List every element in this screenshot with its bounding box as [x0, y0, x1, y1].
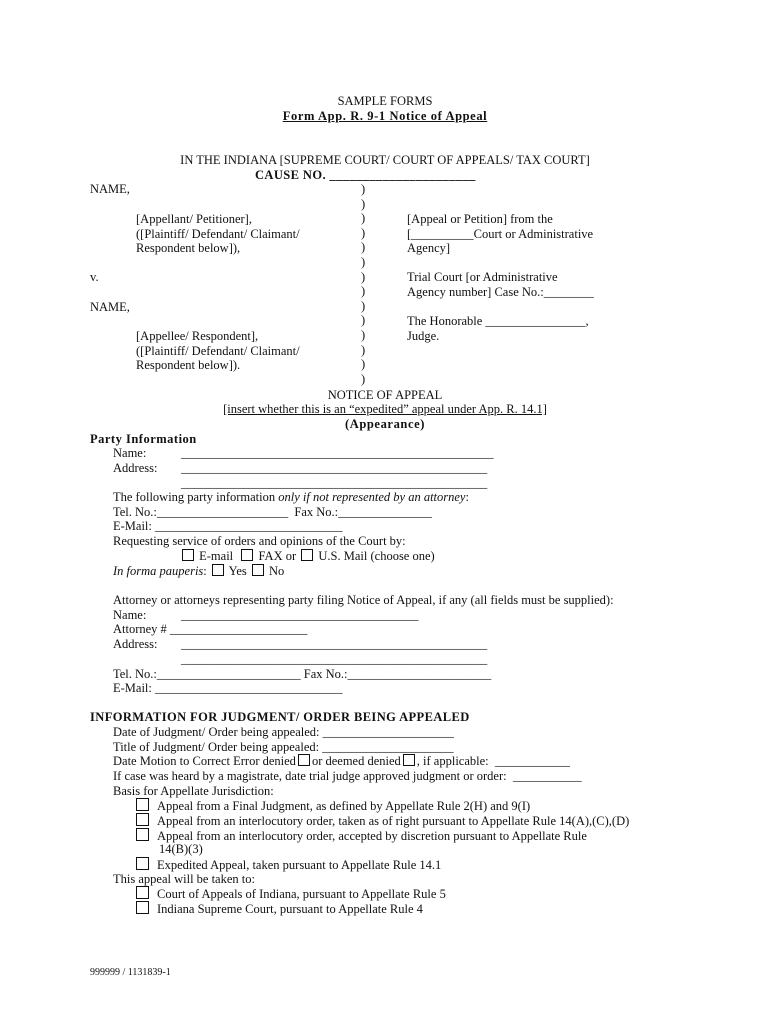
party-address-label: Address: — [113, 461, 158, 475]
destination-supreme-court: Indiana Supreme Court, pursuant to Appellate Rule 4 — [136, 901, 423, 917]
denied-checkbox[interactable] — [298, 754, 310, 766]
party-info-note: The following party information only if not represented by an attorney: — [113, 490, 469, 504]
pauperis-no-checkbox[interactable] — [252, 564, 264, 576]
pauperis-yes-checkbox[interactable] — [212, 564, 224, 576]
jurisdiction-basis: Basis for Appellate Jurisdiction: — [113, 784, 274, 798]
appellant-role-1: [Appellant/ Petitioner], — [136, 212, 252, 226]
judgment-date[interactable]: Date of Judgment/ Order being appealed: _____________________ — [113, 725, 454, 739]
party-info-heading: Party Information — [90, 432, 197, 446]
expedited-checkbox[interactable] — [136, 857, 149, 870]
supreme-court-checkbox[interactable] — [136, 901, 149, 914]
appellant-role-3: Respondent below]), — [136, 241, 241, 255]
deemed-denied-checkbox[interactable] — [403, 754, 415, 766]
magistrate-date[interactable]: If case was heard by a magistrate, date trial judge approved judgment or order: ___________ — [113, 769, 582, 783]
party-tel-fax[interactable]: Tel. No.:_____________________ Fax No.:_______________ — [113, 505, 432, 519]
party-name-field[interactable]: __________________________________________________ — [181, 446, 494, 460]
trial-court-1: Trial Court [or Administrative — [407, 270, 558, 284]
service-options: E-mail FAX or U.S. Mail (choose one) — [180, 549, 435, 564]
mail-checkbox[interactable] — [301, 549, 313, 561]
appellant-name: NAME, — [90, 182, 130, 196]
attorney-address-field-1[interactable]: _________________________________________________ — [181, 637, 488, 651]
versus: v. — [90, 270, 99, 284]
cause-number: CAUSE NO. ______________________ — [255, 168, 476, 182]
basis-option-interlocutory-discretion-cont: 14(B)(3) — [159, 842, 203, 856]
form-title: SAMPLE FORMS — [337, 94, 433, 108]
appellee-name: NAME, — [90, 300, 130, 314]
appellee-role-1: [Appellee/ Respondent], — [136, 329, 259, 343]
caption-divider: ) ) ) ) ) ) ) ) ) ) ) ) ) ) — [361, 182, 366, 386]
honorable-judge-1: The Honorable ________________, — [407, 314, 589, 328]
appeal-from-3: Agency] — [407, 241, 451, 255]
interlocutory-right-checkbox[interactable] — [136, 813, 149, 826]
basis-option-expedited: Expedited Appeal, taken pursuant to Appellate Rule 14.1 — [136, 857, 441, 873]
basis-option-interlocutory-right: Appeal from an interlocutory order, taken as of right pursuant to Appellate Rule 14(A),(C),(D) — [136, 813, 629, 829]
appeal-destination-label: This appeal will be taken to: — [113, 872, 255, 886]
motion-correct-error: Date Motion to Correct Error denied or deemed denied , if applicable: ____________ — [113, 754, 570, 768]
expedited-note: [insert whether this is an “expedited” appeal under App. R. 14.1] — [223, 402, 547, 416]
party-name-label: Name: — [113, 446, 147, 460]
appeal-from-1: [Appeal or Petition] from the — [407, 212, 553, 226]
attorney-address-field-2[interactable]: _________________________________________________ — [181, 652, 488, 666]
attorney-name-label: Name: — [113, 608, 147, 622]
appeal-from-2: [__________Court or Administrative — [407, 227, 594, 241]
appearance-label: (Appearance) — [344, 417, 426, 431]
service-request: Requesting service of orders and opinions of the Court by: — [113, 534, 406, 548]
destination-court-of-appeals: Court of Appeals of Indiana, pursuant to Appellate Rule 5 — [136, 886, 446, 902]
party-address-field-1[interactable]: _________________________________________________ — [181, 461, 488, 475]
attorney-intro: Attorney or attorneys representing party filing Notice of Appeal, if any (all fields must be supplied): — [113, 593, 614, 607]
attorney-address-label: Address: — [113, 637, 158, 651]
email-checkbox[interactable] — [182, 549, 194, 561]
honorable-judge-2: Judge. — [407, 329, 440, 343]
judgment-title[interactable]: Title of Judgment/ Order being appealed: _____________________ — [113, 740, 454, 754]
form-subtitle: Form App. R. 9-1 Notice of Appeal — [282, 109, 488, 123]
attorney-tel-fax[interactable]: Tel. No.:_______________________ Fax No.:_______________________ — [113, 667, 492, 681]
party-address-field-2[interactable]: _________________________________________________ — [181, 476, 488, 490]
appellant-role-2: ([Plaintiff/ Defendant/ Claimant/ — [136, 227, 300, 241]
attorney-number-field[interactable]: Attorney # ______________________ — [113, 622, 308, 636]
party-email[interactable]: E-Mail: ______________________________ — [113, 519, 343, 533]
document-code: 999999 / 1131839-1 — [90, 967, 171, 978]
judgment-heading: INFORMATION FOR JUDGMENT/ ORDER BEING APPEALED — [90, 710, 470, 724]
trial-court-2: Agency number] Case No.:________ — [407, 285, 594, 299]
final-judgment-checkbox[interactable] — [136, 798, 149, 811]
appellee-role-2: ([Plaintiff/ Defendant/ Claimant/ — [136, 344, 300, 358]
court-of-appeals-checkbox[interactable] — [136, 886, 149, 899]
interlocutory-discretion-checkbox[interactable] — [136, 828, 149, 841]
court-heading: IN THE INDIANA [SUPREME COURT/ COURT OF APPEALS/ TAX COURT] — [180, 153, 590, 167]
basis-option-final: Appeal from a Final Judgment, as defined by Appellate Rule 2(H) and 9(I) — [136, 798, 530, 814]
notice-title: NOTICE OF APPEAL — [327, 388, 443, 402]
appellee-role-3: Respondent below]). — [136, 358, 241, 372]
basis-option-interlocutory-discretion: Appeal from an interlocutory order, accepted by discretion pursuant to Appellate Rule — [136, 828, 587, 844]
attorney-name-field[interactable]: ______________________________________ — [181, 608, 419, 622]
attorney-email[interactable]: E-Mail: ______________________________ — [113, 681, 343, 695]
pauperis-row: In forma pauperis: Yes No — [113, 564, 285, 578]
fax-checkbox[interactable] — [241, 549, 253, 561]
